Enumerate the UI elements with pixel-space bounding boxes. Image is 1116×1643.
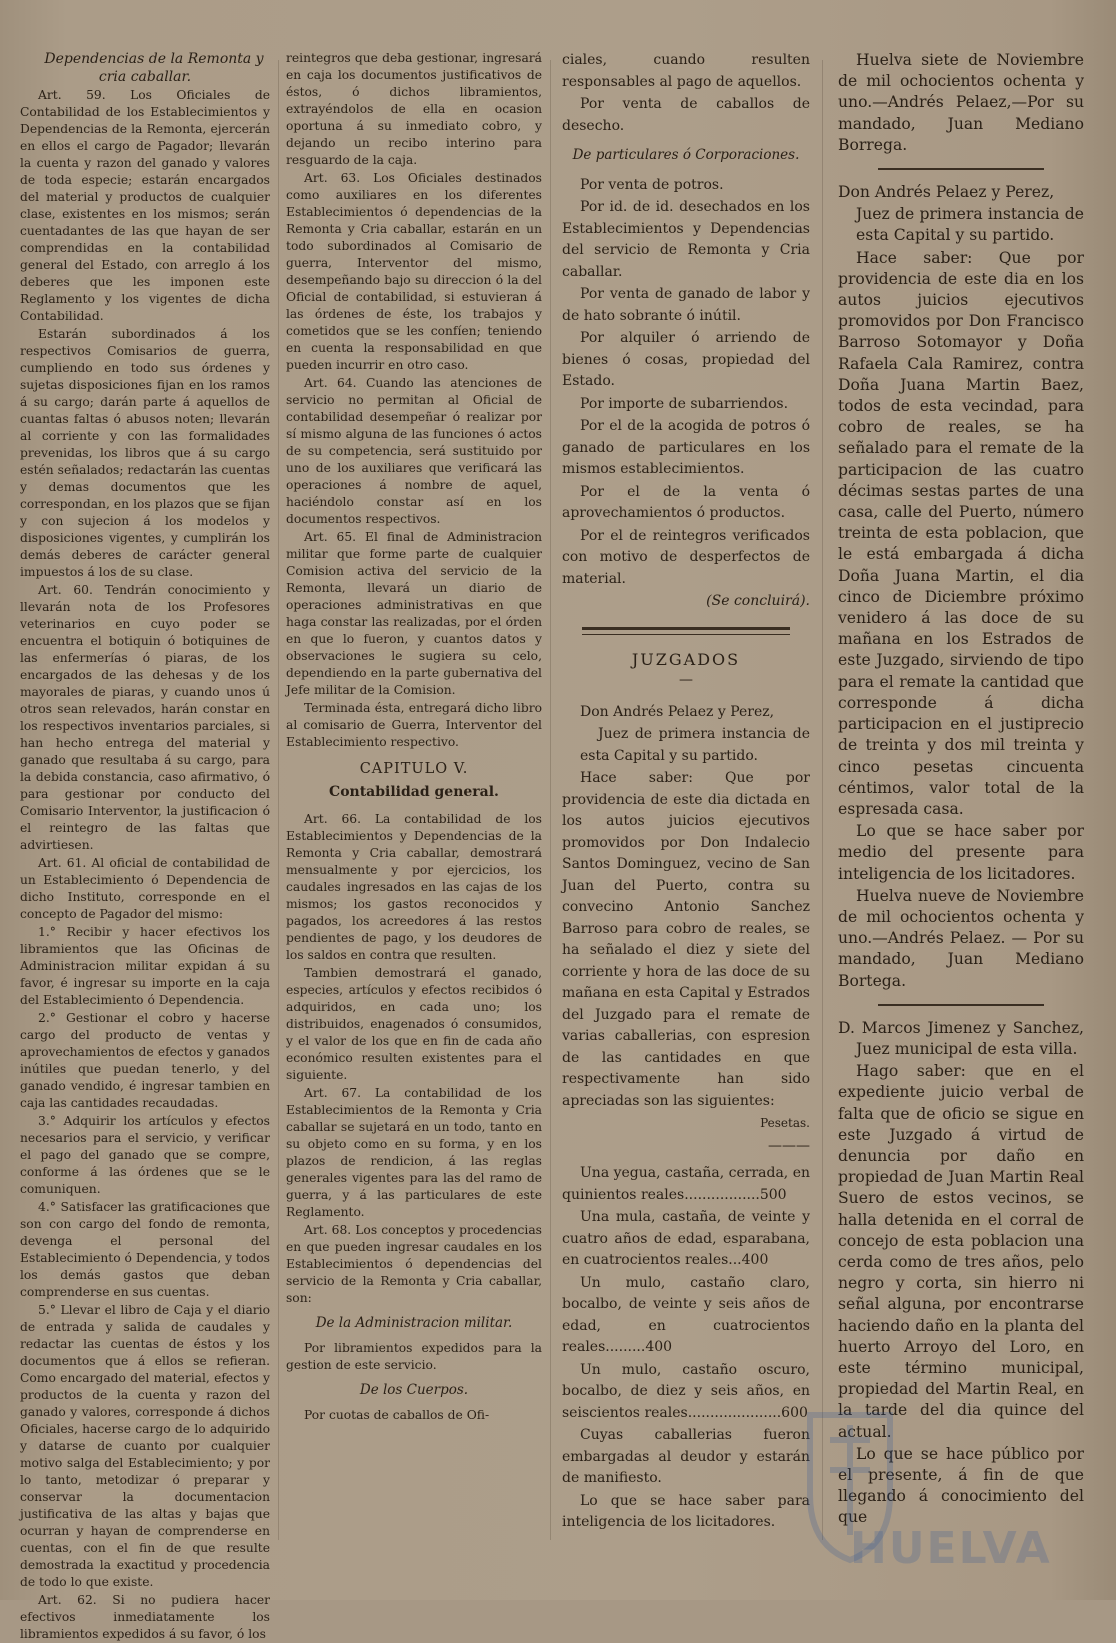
judge-heading: D. Marcos Jimenez y Sanchez, Juez municipal de esta villa. <box>838 1018 1084 1058</box>
paragraph: Art. 68. Los conceptos y procedencias en que pueden ingresar caudales en los Establecimientos ó dependencias del servicio de la Remonta y Cria caballar, son: <box>286 1223 542 1305</box>
paragraph: Por venta de potros. <box>580 176 724 193</box>
list-item: Una yegua, castaña, cerrada, en quinientos reales.................500 <box>562 1165 811 1203</box>
paragraph: Art. 60. Tendrán conocimiento y llevarán nota de los Profesores veterinarios en cuyo poder se encuentra el botiquin ó botiquines de las enfermerías ó piaras, de los encargados de las dehesas y de los mayorales de piaras, y cuando unos ú otros sean relevados, harán constar en los respectivos inventarios parciales, si han hecho entrega del material y ganado que resultaba á su cargo, para la debida constancia, caso afirmativo, ó para gestionar por conducto del Comisario Interventor, la justificacion ó el reintegro de las faltas que advirtiesen. <box>20 583 270 852</box>
chapter-title: Contabilidad general. <box>329 784 499 800</box>
paragraph: Por venta de caballos de desecho. <box>562 96 810 134</box>
column-1 <box>20 50 271 1641</box>
section-dash: — <box>679 672 693 688</box>
paragraph: Huelva nueve de Noviembre de mil ochocientos ochenta y uno.—Andrés Pelaez. — Por su mandado, Juan Mediano Bortega. <box>838 886 1084 990</box>
judge-name: Don Andrés Pelaez y Perez, <box>580 703 775 720</box>
paragraph: Art. 67. La contabilidad de los Establecimientos de la Remonta y Cria caballar se sujetará en un todo, tanto en su objeto como en su forma, y en los plazos de rendicion, á las reglas generales vigentes para las del ramo de guerra, y á las particulares de este Reglamento. <box>286 1086 542 1219</box>
to-be-concluded: (Se concluirá). <box>706 593 810 609</box>
list-item: Un mulo, castaño claro, bocalbo, de veinte y seis años de edad, en cuatrocientos reales.........400 <box>562 1274 810 1355</box>
section-title: JUZGADOS <box>631 649 741 669</box>
section-header: Dependencias de la Remonta y cria caballar. <box>44 51 264 85</box>
paragraph: Por alquiler ó arriendo de bienes ó cosas, propiedad del Estado. <box>562 330 810 389</box>
paragraph: Lo que se hace saber para inteligencia de los licitadores. <box>562 1492 810 1530</box>
paragraph: Estarán subordinados á los respectivos Comisarios de guerra, cumpliendo en todo sus órdenes y sujetas disposiciones fijan en los ramos á su cargo; darán parte á aquellos de cuantas faltas ó abusos noten; llevarán al corriente y con las formalidades prevenidas, los libros que á su cargo estén señalados; redactarán las cuentas y demas documentos que les correspondan, en los plazos que se fijan y con sujecion á los modelos y disposiciones vigentes, y cumplirán los demás deberes de carácter general impuestos á los de su clase. <box>20 327 271 579</box>
paragraph: Art. 63. Los Oficiales destinados como auxiliares en los diferentes Establecimientos ó dependencias de la Remonta y Cria caballar, estarán en un todo subordinados al Comisario de guerra, Interventor del mismo, desempeñando bajo su direccion ó la del Oficial de contabilidad, si estuvieran á las órdenes de éste, los trabajos y cometidos que se les confíen; teniendo en cuenta la responsabilidad en que pueden incurrir en otro caso. <box>286 171 542 372</box>
chapter-heading: CAPITULO V. <box>359 761 469 777</box>
paragraph: Art. 64. Cuando las atenciones de servicio no permitan al Oficial de contabilidad desempeñar ó realizar por sí mismo alguna de las funciones ó actos de su competencia, será sustituido por uno de los auxiliares que verificará las operaciones á nombre de aquel, haciéndolo constar así en los documentos respectivos. <box>286 376 542 526</box>
pesetas-label: Pesetas. <box>760 1116 810 1130</box>
column-2 <box>286 50 542 1550</box>
list-item: Una mula, castaña, de veinte y cuatro años de edad, esparabana, en cuatrocientos reales...400 <box>562 1209 810 1268</box>
paragraph: Hace saber: Que por providencia de este dia en los autos juicios ejecutivos promovidos por Don Francisco Barroso Sotomayor y Doña Rafaela Cala Ramirez, contra Doña Juana Martin Baez, todos de esta vecindad, para cobro de reales, se ha señalado para el remate de la participacion de las cuatro décimas sestas partes de una casa, calle del Puerto, número treinta de esta poblacion, que le está embargada á dicha Doña Juana Martin, el dia cinco de Diciembre próximo venidero á las doce de su mañana en los Estrados de este Juzgado, sirviendo de tipo para el remate la cantidad que corresponde á dicha participacion en el justiprecio de treinta y dos mil treinta y cinco pesetas cincuenta céntimos, valor total de la espresada casa. <box>838 248 1084 818</box>
paragraph: Lo que se hace saber por medio del presente para inteligencia de los licitadores. <box>838 822 1084 883</box>
subheading: De los Cuerpos. <box>359 1382 469 1398</box>
paragraph: Por el de la acogida de potros ó ganado de particulares en los mismos establecimientos. <box>562 418 810 477</box>
paragraph: Por id. de id. desechados en los Establecimientos y Dependencias del servicio de Remonta y Cria caballar. <box>562 199 810 280</box>
section-rule <box>878 168 1044 170</box>
column-4 <box>838 50 1084 1550</box>
paragraph: Art. 62. Si no pudiera hacer efectivos inmediatamente los libramientos expedidos á su favor, ó los <box>20 1593 270 1641</box>
subheading: De particulares ó Corporaciones. <box>572 147 800 163</box>
section-rule <box>582 627 790 635</box>
paragraph: Por venta de ganado de labor y de hato sobrante ó inútil. <box>562 286 810 324</box>
paragraph: reintegros que deba gestionar, ingresará en caja los documentos justificativos de éstos, ó dichos libramientos, extrayéndolos de ella en ocasion oportuna á su inmediato cobro, y dejando un recibo interino para resguardo de la caja. <box>286 51 542 167</box>
judge-title: Juez de primera instancia de esta Capital y su partido. <box>580 726 810 764</box>
list-item: Un mulo, castaño oscuro, bocalbo, de diez y seis años, en seiscientos reales.....................600 <box>562 1361 810 1421</box>
paragraph: 2.° Gestionar el cobro y hacerse cargo del producto de ventas y aprovechamientos de efectos y ganados inútiles que puedan tenerlo, y del ganado vendido, é ingresar tambien en caja las cantidades recaudadas. <box>20 1011 270 1110</box>
paragraph: Cuyas caballerias fueron embargadas al deudor y estarán de manifiesto. <box>562 1427 810 1486</box>
paragraph: Tambien demostrará el ganado, especies, artículos y efectos recibidos ó adquiridos, en cada uno; los distribuidos, enagenados ó consumidos, y el valor de los que en fin de cada año económico resulten existentes para el siguiente. <box>286 966 542 1082</box>
subheading: De la Administracion militar. <box>315 1315 513 1331</box>
column-divider <box>550 60 551 1540</box>
paragraph: Art. 66. La contabilidad de los Establecimientos y Dependencias de la Remonta y Cria caballar, demostrará mensualmente y por ejercicios, los caudales ingresados en las cajas de los mismos; los gastos reconocidos y pagados, los acreedores á las restos pendientes de pago, y los deudores de los saldos en contra que resulten. <box>286 812 542 962</box>
section-rule <box>878 1004 1044 1006</box>
paragraph: Terminada ésta, entregará dicho libro al comisario de Guerra, Interventor del Establecimiento respectivo. <box>286 701 542 749</box>
paragraph: Art. 59. Los Oficiales de Contabilidad de los Establecimientos y Dependencias de la Remonta, ejercerán en ellos el cargo de Pagador; llevarán la cuenta y razon del ganado y valores de toda especie; estarán encargados del material y productos de cualquier clase, existentes en los mismos; serán cuentadantes de las que hayan de ser comprendidas en la contabilidad general del Estado, con arreglo á los deberes que les imponen este Reglamento y los vigentes de dicha Contabilidad. <box>20 88 270 323</box>
watermark-text: HUELVA <box>850 1523 1052 1574</box>
paragraph: 3.° Adquirir los artículos y efectos necesarios para el servicio, y verificar el pago del ganado que se compre, conforme á las órdenes que se le comuniquen. <box>20 1114 270 1196</box>
paragraph: 4.° Satisfacer las gratificaciones que son con cargo del fondo de remonta, devenga el personal del Establecimiento ó Dependencia, y todos los demás gastos que deban comprenderse en sus cuentas. <box>20 1200 270 1299</box>
library-watermark <box>790 1395 1110 1575</box>
paragraph: Huelva siete de Noviembre de mil ochocientos ochenta y uno.—Andrés Pelaez,—Por su mandado, Juan Mediano Borrega. <box>838 51 1084 154</box>
paragraph: Por libramientos expedidos para la gestion de este servicio. <box>286 1341 542 1372</box>
column-divider <box>278 60 279 1540</box>
paragraph: Art. 65. El final de Administracion militar que forme parte de cualquier Comision activa del servicio de la Remonta, llevará un diario de operaciones administrativas en que haga constar las realizadas, por el órden en que lo fueron, y cuantos datos y observaciones le sugiera su celo, dependiendo en la parte gubernativa del Jefe militar de la Comision. <box>286 530 542 697</box>
judge-title: Juez de primera instancia de esta Capital y su partido. <box>856 205 1084 245</box>
paragraph: Por cuotas de caballos de Ofi- <box>304 1408 490 1422</box>
paragraph: 5.° Llevar el libro de Caja y el diario de entrada y salida de caudales y redactar las cuentas de éstos y los documentos que á ellos se refieran. Como encargado del material, efectos y productos de la cuenta y razon del ganado y valores, corresponde á dichos Oficiales, hacerse cargo de lo adquirido y datarse de cuanto por cualquier motivo salga del Establecimiento; y por lo tanto, metodizar ó preparar y conservar la documentacion justificativa de las altas y bajas que ocurran y hayan de comprenderse en cuentas, con el fin de que resulte demostrada la exactitud y procedencia de todo lo que existe. <box>20 1303 270 1589</box>
paragraph: ciales, cuando resulten responsables al pago de aquellos. <box>562 52 810 90</box>
judge-name: Don Andrés Pelaez y Perez, <box>838 183 1055 202</box>
column-3 <box>562 50 810 1550</box>
paragraph: Lo que se hace público por el presente, á fin de que llegando á conocimiento del que <box>838 1444 1084 1527</box>
paragraph: Art. 61. Al oficial de contabilidad de un Establecimiento ó Dependencia de dicho Instituto, corresponde en el concepto de Pagador del mismo: <box>20 856 270 921</box>
column-divider <box>822 60 823 1540</box>
paragraph: Hace saber: Que por providencia de este dia dictada en los autos juicios ejecutivos promovidos por Don Indalecio Santos Dominguez, vecino de San Juan del Puerto, contra su convecino Antonio Sanchez Barroso para cobro de reales, se ha señalado el diez y siete del corriente y hora de las doce de su mañana en esta Capital y Estrados del Juzgado para el remate de varias caballerias, con espresion de las cantidades en que respectivamente han sido apreciadas son las siguientes: <box>562 770 810 1109</box>
paragraph: Por el de reintegros verificados con motivo de desperfectos de material. <box>562 527 810 587</box>
pesetas-rule: ——— <box>768 1137 810 1154</box>
paragraph: Hago saber: que en el expediente juicio verbal de falta que de oficio se sigue en este Juzgado á virtud de denuncia por daño en propiedad de Juan Martin Real Suero de estos vecinos, se halla detenida en el corral de concejo de esta poblacion una cerda como de tres años, pelo negro y corta, sin hierro ni señal alguna, por encontrarse haciendo daño en la planta del huerto Arroyo del Loro, en este término municipal, propiedad del Martin Real, en la tarde del dia quince del actual. <box>838 1062 1084 1441</box>
paragraph: Por el de la venta ó aprovechamientos ó productos. <box>562 483 810 521</box>
paragraph: 1.° Recibir y hacer efectivos los libramientos que las Oficinas de Administracion militar expidan á su favor, é ingresar su importe en la caja del Establecimiento ó Dependencia. <box>20 925 270 1007</box>
paragraph: Por importe de subarriendos. <box>580 395 789 412</box>
